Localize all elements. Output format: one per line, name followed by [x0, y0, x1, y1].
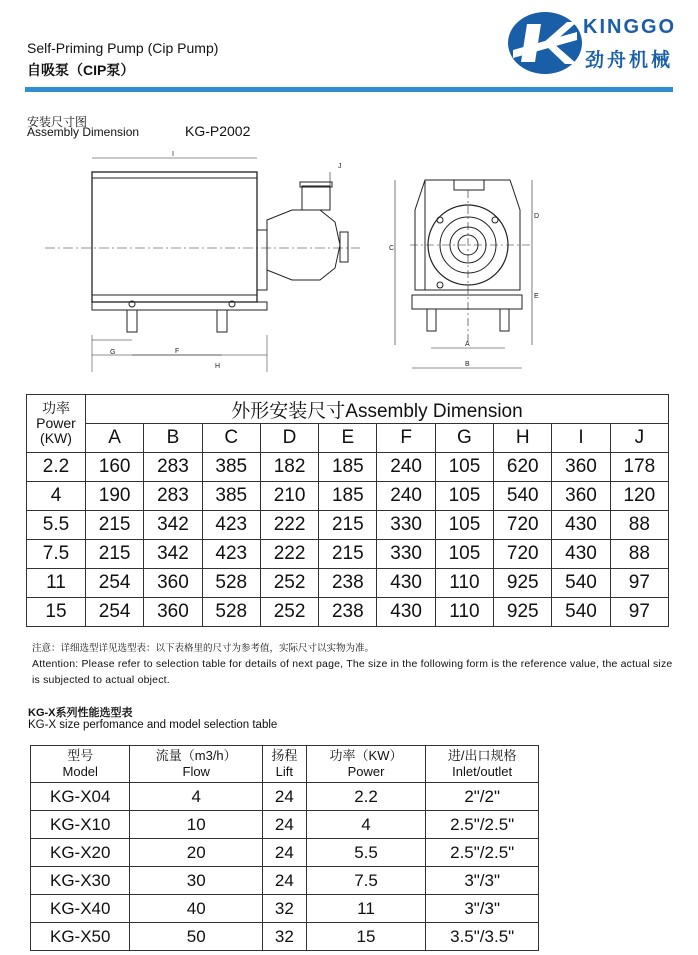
table-cell: 222	[260, 511, 318, 540]
table-cell: 4	[306, 811, 426, 839]
dim-label-E: E	[534, 293, 539, 300]
table-cell: 110	[435, 598, 493, 627]
table-cell: 10	[130, 811, 263, 839]
table-cell: 20	[130, 839, 263, 867]
table-cell: 540	[494, 482, 552, 511]
table-cell: 330	[377, 511, 435, 540]
table-cell: 620	[494, 453, 552, 482]
header-inlet-outlet: 进/出口规格 Inlet/outlet	[426, 746, 539, 783]
table-cell: 360	[144, 598, 202, 627]
header-divider	[25, 87, 673, 92]
table-cell: 423	[202, 511, 260, 540]
table-cell: KG-X50	[31, 923, 130, 951]
table-cell: 222	[260, 540, 318, 569]
table-cell: 50	[130, 923, 263, 951]
header-model: 型号 Model	[31, 746, 130, 783]
assembly-drawing	[40, 150, 560, 375]
table-cell: 185	[319, 453, 377, 482]
dimension-table	[26, 394, 669, 627]
selection-row	[31, 867, 539, 895]
table-cell: KG-X04	[31, 783, 130, 811]
table-cell: 105	[435, 511, 493, 540]
table-cell: 32	[262, 895, 306, 923]
table-cell: 2.5"/2.5"	[426, 839, 539, 867]
selection-row	[31, 895, 539, 923]
table-cell: 2.2	[306, 783, 426, 811]
table-cell: 11	[306, 895, 426, 923]
dim-label-C: C	[389, 245, 395, 252]
table-cell: 97	[610, 569, 668, 598]
table-cell: 215	[319, 511, 377, 540]
col-header: E	[319, 424, 377, 453]
header-power: 功率（KW） Power	[306, 746, 426, 783]
dim-label-F: F	[175, 348, 180, 355]
table-cell: 238	[319, 598, 377, 627]
dim-label-D: D	[534, 213, 540, 220]
table-cell: 540	[552, 569, 610, 598]
table-cell: KG-X20	[31, 839, 130, 867]
brand-name-cn: 劲舟机械	[585, 50, 674, 71]
selection-table	[30, 745, 539, 951]
table-cell: 430	[377, 569, 435, 598]
table-cell: 5.5	[306, 839, 426, 867]
table-cell: 24	[262, 811, 306, 839]
dimension-row	[27, 540, 669, 569]
col-header: I	[552, 424, 610, 453]
table-cell: 254	[86, 598, 144, 627]
power-header: 功率 Power (KW)	[27, 395, 86, 453]
assembly-label-en: Assembly Dimension	[27, 125, 140, 139]
note-en: Attention: Please refer to selection table for details of next page, The size in the following form is the reference value, the actual size is subjected to actual object.	[32, 658, 673, 686]
col-header: G	[435, 424, 493, 453]
table-cell: 32	[262, 923, 306, 951]
table-cell: 240	[377, 453, 435, 482]
assembly-model: KG-P2002	[185, 123, 251, 139]
table-cell: 240	[377, 482, 435, 511]
dim-label-J: J	[338, 163, 342, 170]
table-cell: 24	[262, 783, 306, 811]
header-lift: 扬程 Lift	[262, 746, 306, 783]
selection-title-cn: KG-X系列性能选型表	[28, 707, 133, 719]
dimension-row	[27, 482, 669, 511]
col-header: F	[377, 424, 435, 453]
table-cell: 3"/3"	[426, 867, 539, 895]
table-cell: 5.5	[27, 511, 86, 540]
table-cell: KG-X30	[31, 867, 130, 895]
table-cell: 88	[610, 540, 668, 569]
table-cell: 283	[144, 482, 202, 511]
table-cell: 120	[610, 482, 668, 511]
table-cell: 24	[262, 867, 306, 895]
table-cell: 215	[86, 511, 144, 540]
side-view	[45, 158, 360, 372]
table-cell: 283	[144, 453, 202, 482]
table-cell: 528	[202, 598, 260, 627]
selection-row	[31, 923, 539, 951]
selection-title-en: KG-X size perfomance and model selection table	[28, 719, 278, 731]
table-cell: 97	[610, 598, 668, 627]
table-cell: 925	[494, 598, 552, 627]
table-cell: 178	[610, 453, 668, 482]
table-cell: 3.5"/3.5"	[426, 923, 539, 951]
table-cell: 360	[552, 482, 610, 511]
table-cell: 430	[552, 540, 610, 569]
table-cell: 24	[262, 839, 306, 867]
header-flow: 流量（m3/h） Flow	[130, 746, 263, 783]
dim-label-I: I	[172, 151, 174, 158]
table-cell: 360	[144, 569, 202, 598]
dim-label-B: B	[465, 361, 470, 368]
table-cell: 3"/3"	[426, 895, 539, 923]
dimension-row	[27, 598, 669, 627]
dim-label-G: G	[110, 349, 116, 356]
table-cell: 4	[130, 783, 263, 811]
table-cell: 342	[144, 511, 202, 540]
page-title-en: Self-Priming Pump (Cip Pump)	[27, 40, 219, 56]
table-cell: 30	[130, 867, 263, 895]
table-cell: 110	[435, 569, 493, 598]
dimension-row	[27, 569, 669, 598]
dimension-table-title: 外形安装尺寸Assembly Dimension	[86, 395, 669, 424]
table-cell: 182	[260, 453, 318, 482]
page-title-cn: 自吸泵（CIP泵）	[27, 62, 135, 78]
col-header: A	[86, 424, 144, 453]
dimension-row	[27, 453, 669, 482]
selection-row	[31, 839, 539, 867]
dimension-row	[27, 511, 669, 540]
dim-label-H: H	[215, 363, 221, 370]
table-cell: 252	[260, 598, 318, 627]
table-cell: 540	[552, 598, 610, 627]
col-header: C	[202, 424, 260, 453]
table-cell: 15	[306, 923, 426, 951]
table-cell: 342	[144, 540, 202, 569]
table-cell: 105	[435, 482, 493, 511]
table-cell: 105	[435, 540, 493, 569]
table-cell: 185	[319, 482, 377, 511]
table-cell: 360	[552, 453, 610, 482]
table-cell: 215	[86, 540, 144, 569]
brand-name: KINGGO	[583, 16, 677, 38]
table-cell: 528	[202, 569, 260, 598]
table-cell: 190	[86, 482, 144, 511]
table-cell: 330	[377, 540, 435, 569]
table-cell: 720	[494, 511, 552, 540]
table-cell: 385	[202, 453, 260, 482]
table-cell: 7.5	[27, 540, 86, 569]
col-header: B	[144, 424, 202, 453]
table-cell: 40	[130, 895, 263, 923]
selection-row	[31, 811, 539, 839]
table-cell: KG-X10	[31, 811, 130, 839]
note-cn: 注意：详细选型详见选型表：以下表格里的尺寸为参考值，实际尺寸以实物为准。	[32, 643, 375, 654]
table-cell: 254	[86, 569, 144, 598]
table-cell: 2"/2"	[426, 783, 539, 811]
table-cell: 430	[552, 511, 610, 540]
selection-row	[31, 783, 539, 811]
dim-label-A: A	[465, 341, 470, 348]
table-cell: 4	[27, 482, 86, 511]
table-cell: 160	[86, 453, 144, 482]
front-view	[395, 180, 532, 368]
table-cell: 252	[260, 569, 318, 598]
col-header: H	[494, 424, 552, 453]
col-header: J	[610, 424, 668, 453]
table-cell: 385	[202, 482, 260, 511]
table-cell: 11	[27, 569, 86, 598]
assembly-label-cn: 安装尺寸图	[27, 115, 88, 129]
table-cell: 210	[260, 482, 318, 511]
table-cell: 15	[27, 598, 86, 627]
table-cell: 423	[202, 540, 260, 569]
table-cell: 88	[610, 511, 668, 540]
table-cell: 7.5	[306, 867, 426, 895]
table-cell: 720	[494, 540, 552, 569]
table-cell: 105	[435, 453, 493, 482]
table-cell: 925	[494, 569, 552, 598]
table-cell: 430	[377, 598, 435, 627]
table-cell: 2.5"/2.5"	[426, 811, 539, 839]
table-cell: 2.2	[27, 453, 86, 482]
col-header: D	[260, 424, 318, 453]
table-cell: 238	[319, 569, 377, 598]
table-cell: 215	[319, 540, 377, 569]
table-cell: KG-X40	[31, 895, 130, 923]
